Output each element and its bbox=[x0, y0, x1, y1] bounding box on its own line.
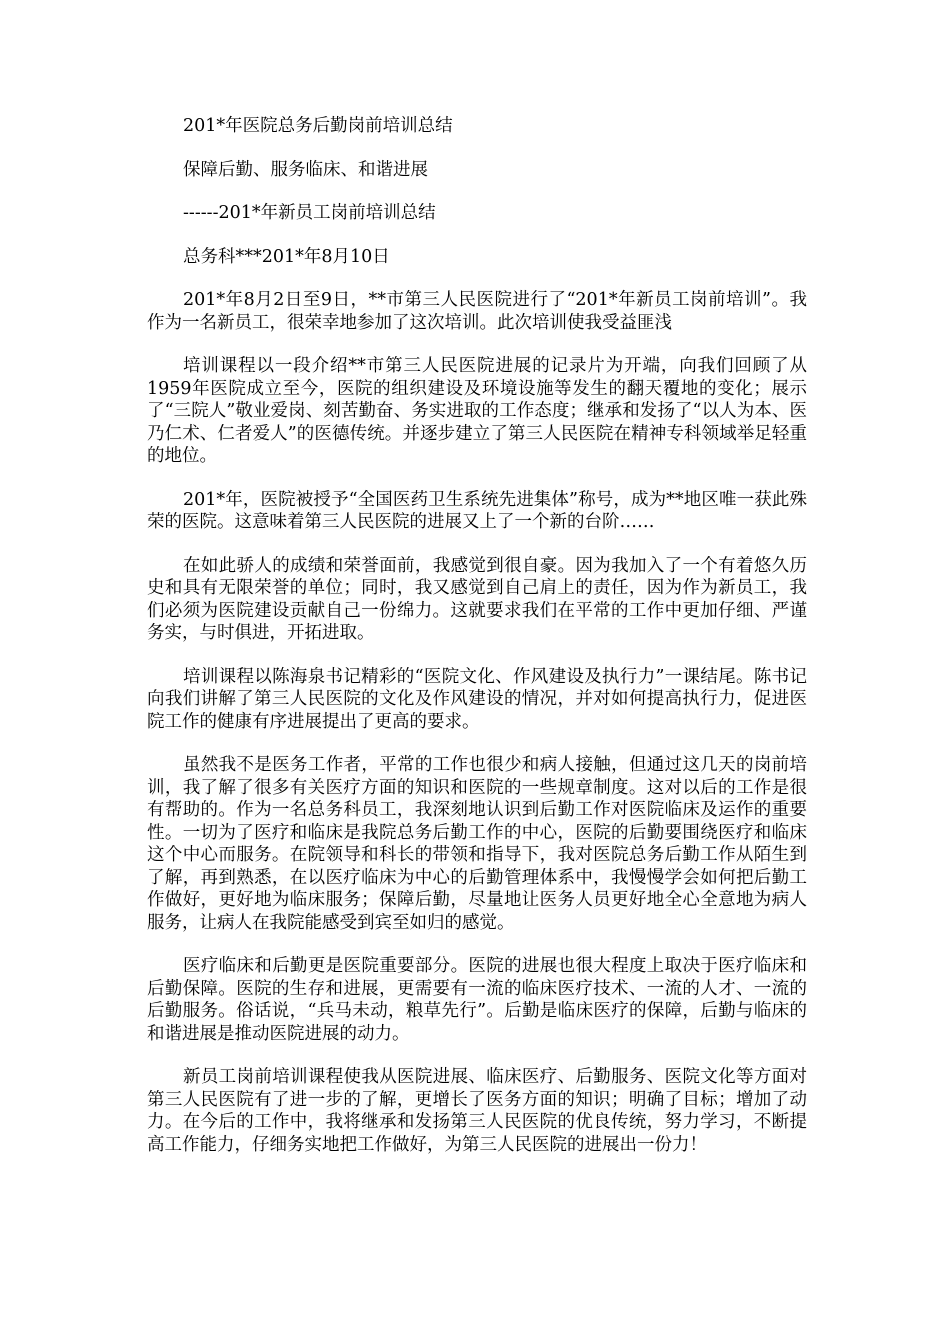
paragraph-5: 培训课程以陈海泉书记精彩的“医院文化、作风建设及执行力”一课结尾。陈书记向我们讲解了第三人民医院的文化及作风建设的情况，并对如何提高执行力，促进医院工作的健康有序进展提出了更高的要求。 bbox=[147, 666, 807, 732]
paragraph-2: 培训课程以一段介绍**市第三人民医院进展的记录片为开端，向我们回顾了从1959年医院成立至今，医院的组织建设及环境设施等发生的翻天覆地的变化；展示了“三院人”敬业爱岗、刻苦勤奋、务实进取的工作态度；继承和发扬了“以人为本、医乃仁术、仁者爱人”的医德传统。并逐步建立了第三人民医院在精神专科领域举足轻重的地位。 bbox=[147, 356, 807, 466]
paragraph-4: 在如此骄人的成绩和荣誉面前，我感觉到很自豪。因为我加入了一个有着悠久历史和具有无限荣誉的单位；同时，我又感觉到自己肩上的责任，因为作为新员工，我们必须为医院建设贡献自己一份绵力。这就要求我们在平常的工作中更加仔细、严谨务实，与时俱进，开拓进取。 bbox=[147, 555, 807, 643]
document-subtitle: 保障后勤、服务临床、和谐进展 bbox=[183, 159, 428, 180]
document-title: 201*年医院总务后勤岗前培训总结 bbox=[183, 116, 453, 136]
paragraph-6: 虽然我不是医务工作者，平常的工作也很少和病人接触，但通过这几天的岗前培训，我了解了很多有关医疗方面的知识和医院的一些规章制度。这对以后的工作是很有帮助的。作为一名总务科员工，我深刻地认识到后勤工作对医院临床及运作的重要性。一切为了医疗和临床是我院总务后勤工作的中心，医院的后勤要围绕医疗和临床这个中心而服务。在院领导和科长的带领和指导下，我对医院总务后勤工作从陌生到了解，再到熟悉，在以医疗临床为中心的后勤管理体系中，我慢慢学会如何把后勤工作做好，更好地为临床服务；保障后勤，尽量地让医务人员更好地全心全意地为病人服务，让病人在我院能感受到宾至如归的感觉。 bbox=[147, 755, 807, 933]
document-sub-subtitle: ------201*年新员工岗前培训总结 bbox=[183, 203, 436, 223]
paragraph-1: 201*年8月2日至9日，**市第三人民医院进行了“201*年新员工岗前培训”。我作为一名新员工，很荣幸地参加了这次培训。此次培训使我受益匪浅 bbox=[147, 290, 807, 333]
paragraph-8: 新员工岗前培训课程使我从医院进展、临床医疗、后勤服务、医院文化等方面对第三人民医院有了进一步的了解，更增长了医务方面的知识；明确了目标；增加了动力。在今后的工作中，我将继承和发扬第三人民医院的优良传统，努力学习，不断提高工作能力，仔细务实地把工作做好，为第三人民医院的进展出一份力！ bbox=[147, 1067, 807, 1155]
document-byline: 总务科***201*年8月10日 bbox=[183, 246, 390, 267]
paragraph-7: 医疗临床和后勤更是医院重要部分。医院的进展也很大程度上取决于医疗临床和后勤保障。医院的生存和进展，更需要有一流的临床医疗技术、一流的人才、一流的后勤服务。俗话说，“兵马未动，粮草先行”。后勤是临床医疗的保障，后勤与临床的和谐进展是推动医院进展的动力。 bbox=[147, 956, 807, 1044]
paragraph-3: 201*年，医院被授予“全国医药卫生系统先进集体”称号，成为**地区唯一获此殊荣的医院。这意味着第三人民医院的进展又上了一个新的台阶…… bbox=[147, 489, 807, 532]
document-body bbox=[147, 115, 807, 1177]
